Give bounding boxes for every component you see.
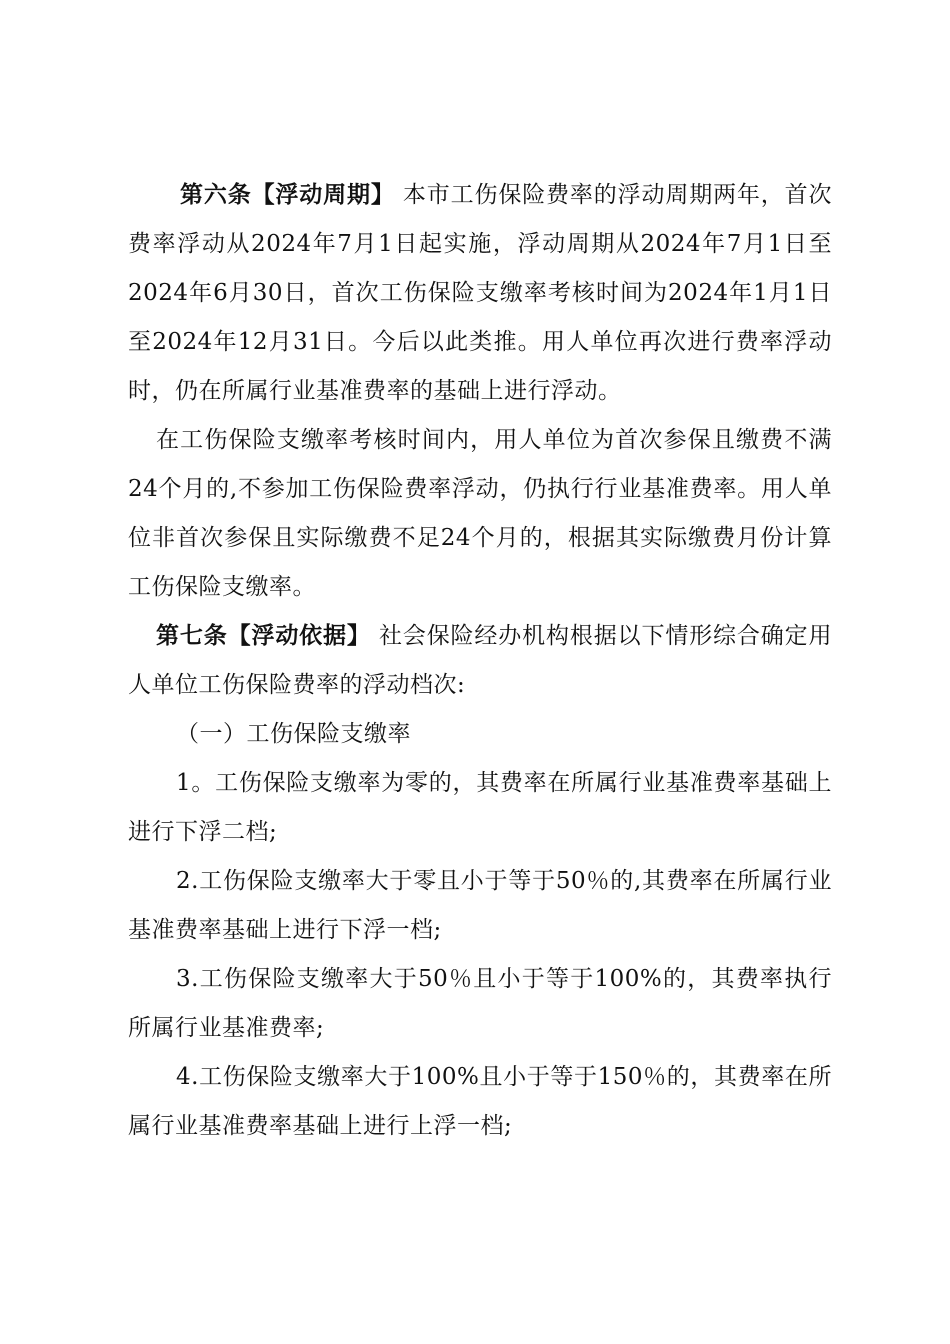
article-6-second-paragraph: 在工伤保险支缴率考核时间内，用人单位为首次参保且缴费不满24个月的,不参加工伤保险费率浮动，仍执行行业基准费率。用人单位非首次参保且实际缴费不足24个月的，根据其实际缴费月份计算工伤保险支缴率。 — [128, 427, 832, 600]
list-item-3: 3.工伤保险支缴率大于50％且小于等于100%的，其费率执行所属行业基准费率; — [128, 966, 832, 1041]
list-item-1: 1。工伤保险支缴率为零的，其费率在所属行业基准费率基础上进行下浮二档; — [128, 770, 832, 845]
list-item-2: 2.工伤保险支缴率大于零且小于等于50％的,其费率在所属行业基准费率基础上进行下浮一档; — [128, 868, 832, 943]
list-item-4: 4.工伤保险支缴率大于100%且小于等于150％的，其费率在所属行业基准费率基础上进行上浮一档; — [128, 1064, 832, 1139]
article-6-text: 本市工伤保险费率的浮动周期两年，首次费率浮动从2024年7月1日起实施，浮动周期从2024年7月1日至2024年6月30日，首次工伤保险支缴率考核时间为2024年1月1日至2024年12月31日。今后以此类推。用人单位再次进行费率浮动时，仍在所属行业基准费率的基础上进行浮动。 — [128, 182, 833, 404]
article-7-text: 社会保险经办机构根据以下情形综合确定用人单位工伤保险费率的浮动档次: — [128, 623, 833, 698]
article-7-heading: 第七条【浮动依据】 — [156, 623, 371, 649]
section-1-title: （一）工伤保险支缴率 — [176, 721, 411, 747]
article-7-paragraph — [128, 612, 832, 710]
article-6-paragraph — [128, 171, 832, 416]
article-6-heading: 第六条【浮动周期】 — [180, 182, 395, 208]
document-body — [128, 171, 832, 1151]
